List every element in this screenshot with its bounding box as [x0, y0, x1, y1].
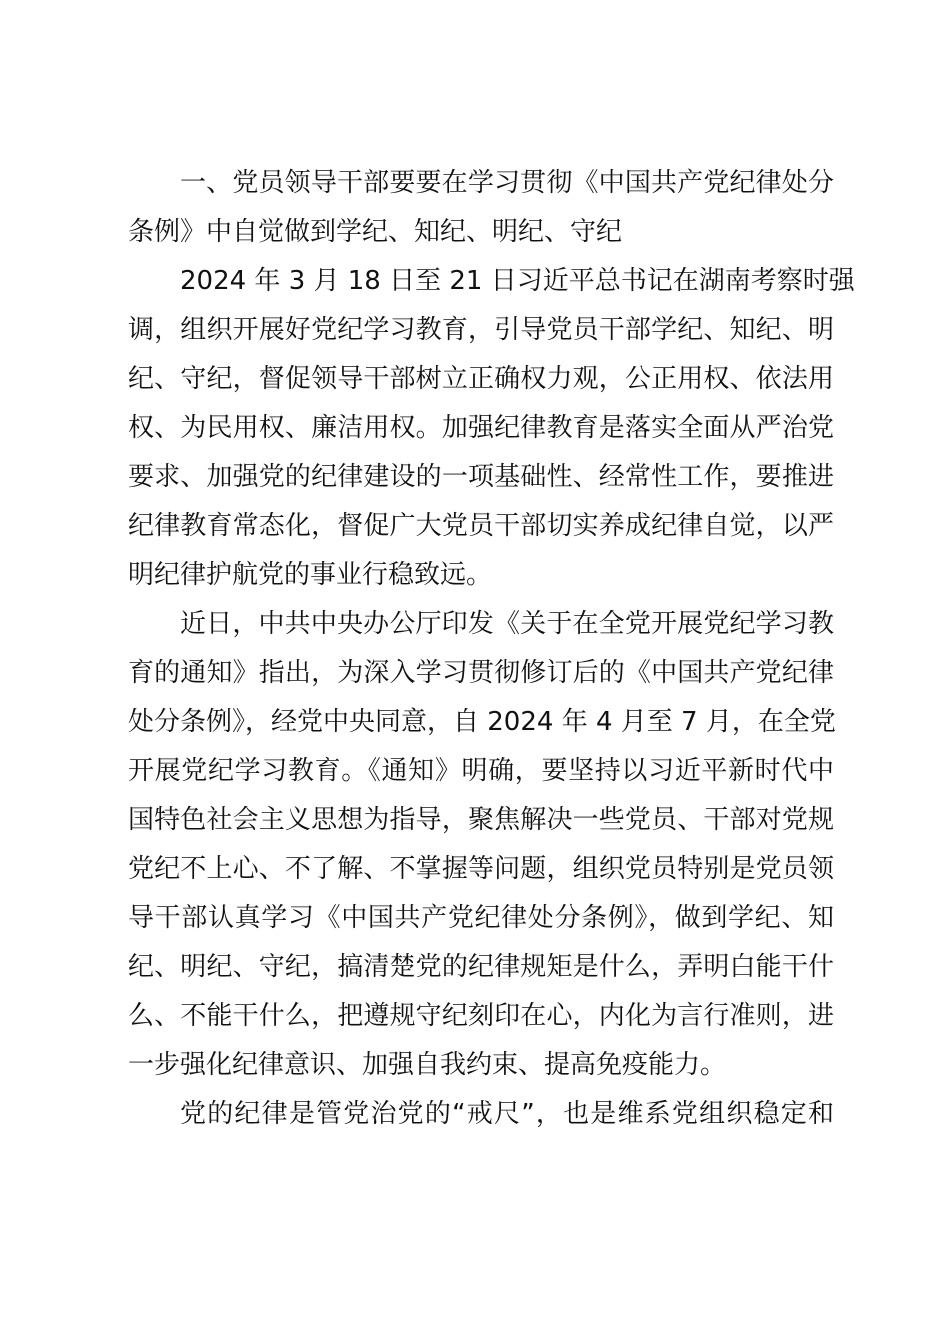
paragraph-line: 权、为民用权、廉洁用权。加强纪律教育是落实全面从严治党 — [128, 413, 834, 443]
paragraph-line: 明纪律护航党的事业行稳致远。 — [128, 560, 493, 590]
paragraph-line: 导干部认真学习《中国共产党纪律处分条例》，做到学纪、知 — [128, 903, 834, 933]
section-heading — [128, 159, 834, 257]
paragraph-line: 一步强化纪律意识、加强自我约束、提高免疫能力。 — [128, 1050, 727, 1080]
paragraph-line: 2024 年 3 月 18 日至 21 日习近平总书记在湖南考察时强 — [180, 266, 855, 296]
heading-line: 一、党员领导干部要要在学习贯彻《中国共产党纪律处分 — [180, 168, 834, 198]
paragraph-line: 近日，中共中央办公厅印发《关于在全党开展党纪学习教 — [180, 609, 834, 639]
document-body — [128, 159, 855, 1139]
paragraph-line: 处分条例》，经党中央同意，自 2024 年 4 月至 7 月，在全党 — [128, 707, 836, 737]
paragraph-line: 开展党纪学习教育。《通知》明确，要坚持以习近平新时代中 — [128, 756, 834, 786]
heading-line: 条例》中自觉做到学纪、知纪、明纪、守纪 — [128, 217, 623, 247]
paragraph-line: 纪律教育常态化，督促广大党员干部切实养成纪律自觉，以严 — [128, 511, 834, 541]
paragraph-line: 纪、明纪、守纪，搞清楚党的纪律规矩是什么，弄明白能干什 — [128, 952, 834, 982]
paragraph-line: 纪、守纪，督促领导干部树立正确权力观，公正用权、依法用 — [128, 364, 834, 394]
paragraph — [128, 600, 834, 1090]
paragraph-line: 么、不能干什么，把遵规守纪刻印在心，内化为言行准则，进 — [128, 1001, 834, 1031]
paragraph-line: 育的通知》指出，为深入学习贯彻修订后的《中国共产党纪律 — [128, 658, 834, 688]
paragraph-line: 调，组织开展好党纪学习教育，引导党员干部学纪、知纪、明 — [128, 315, 834, 345]
paragraph-line: 要求、加强党的纪律建设的一项基础性、经常性工作，要推进 — [128, 462, 834, 492]
paragraph-line: 党的纪律是管党治党的“戒尺”，也是维系党组织稳定和 — [180, 1099, 834, 1129]
paragraph-line: 党纪不上心、不了解、不掌握等问题，组织党员特别是党员领 — [128, 854, 834, 884]
paragraph — [128, 1090, 834, 1139]
paragraph — [128, 257, 855, 600]
paragraph-line: 国特色社会主义思想为指导，聚焦解决一些党员、干部对党规 — [128, 805, 834, 835]
